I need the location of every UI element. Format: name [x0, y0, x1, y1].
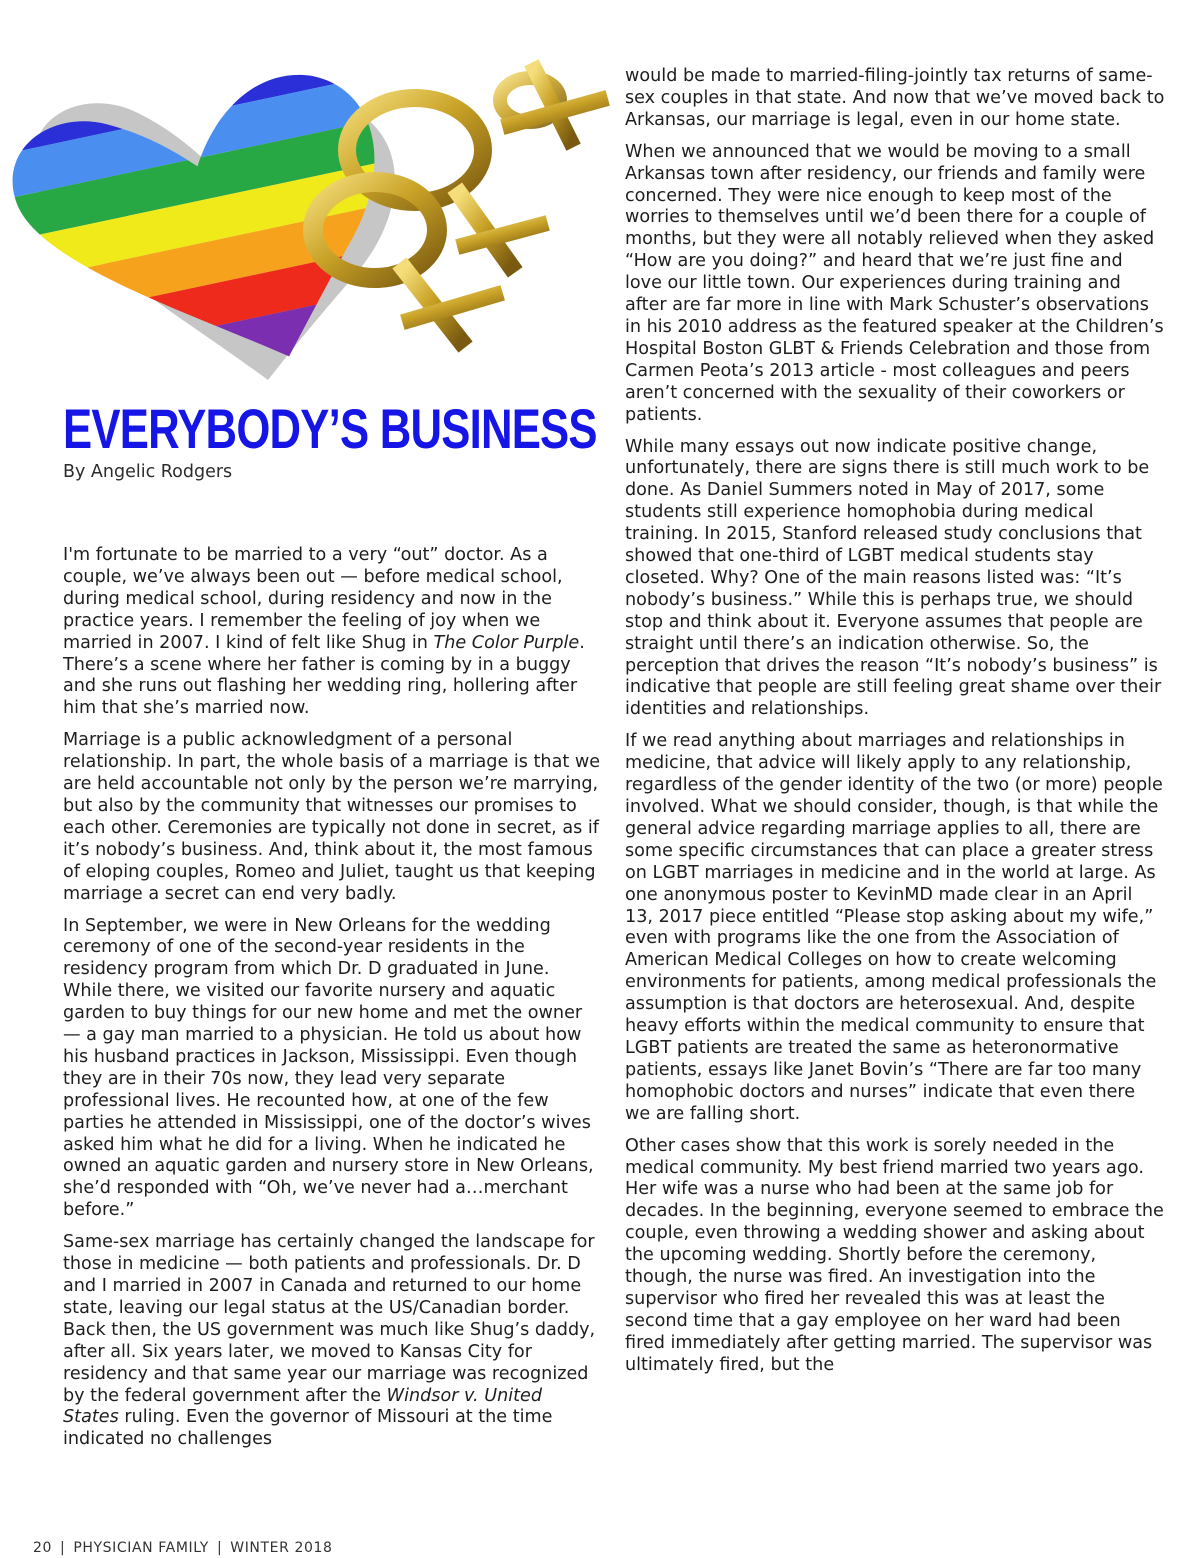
paragraph: While many essays out now indicate positive change, unfortunately, there are signs there is still much work to be done. As Daniel Summers noted in May of 2017, some students still experience homophobia during medical training. In 2015, Stanford released study conclusions that showed that one-third of LGBT medical students stay closeted. Why? One of the main reasons listed was: “It’s nobody’s business.” While this is perhaps true, we should stop and think about it. Everyone assumes that people are straight until there’s an indication otherwise. So, the perception that drives the reason “It’s nobody’s business” is indicative that people are still feeling great shame over their identities and relationships.	[625, 436, 1162, 720]
magazine-name: PHYSICIAN FAMILY	[73, 1540, 209, 1556]
paragraph	[63, 1232, 603, 1451]
paragraph: Other cases show that this work is sorely needed in the medical community. My best friend married two years ago. Her wife was a nurse who had been at the same job for decades. In the beginning, everyone seemed to embrace the couple, even throwing a wedding shower and asking about the upcoming wedding. Shortly before the ceremony, though, the nurse was fired. An investigation into the supervisor who fired her revealed this was at least the second time that a gay employee on her ward had been fired immediately after getting married. The supervisor was ultimately fired, but the	[625, 1135, 1164, 1375]
rainbow-heart-venus-symbols-icon	[10, 55, 622, 385]
italic-title: Windsor v. United States	[63, 1385, 542, 1428]
footer-separator: |	[60, 1540, 66, 1556]
page-footer	[33, 1540, 333, 1556]
page-number: 20	[33, 1540, 53, 1556]
right-column	[625, 66, 1165, 1387]
paragraph: If we read anything about marriages and relationships in medicine, that advice will likely apply to any relationship, regardless of the gender identity of the two (or more) people involved. What we should consider, though, is that while the general advice regarding marriage applies to all, there are some specific circumstances that can place a greater stress on LGBT marriages in medicine and in the world at large. As one anonymous poster to KevinMD made clear in an April 13, 2017 piece entitled “Please stop asking about my wife,” even with programs like the one from the Association of American Medical Colleges on how to create welcoming environments for patients, among medical professionals the assumption is that doctors are heterosexual. And, despite heavy efforts within the medical community to ensure that LGBT patients are treated the same as heteronormative patients, essays like Janet Bovin’s “There are far too many homophobic doctors and nurses” indicate that even there we are falling short.	[625, 731, 1163, 1124]
text-run: . There’s a scene where her father is coming by in a buggy and she runs out flashing her wedding ring, hollering after him that she’s married now.	[63, 632, 585, 719]
article-title: EVERYBODY’S BUSINESS	[63, 397, 597, 460]
text-run: ruling. Even the governor of Missouri at the time indicated no challenges	[63, 1407, 553, 1450]
issue-date: WINTER 2018	[230, 1540, 333, 1556]
text-run: Same-sex marriage has certainly changed the landscape for those in medicine — both patients and professionals. Dr. D and I married in 2007 in Canada and returned to our home state, leaving our legal status at the US/Canadian border. Back then, the US government was much like Shug’s daddy, after all. Six years later, we moved to Kansas City for residency and that same year our marriage was recognized by the federal government after the	[63, 1232, 596, 1406]
paragraph: would be made to married-filing-jointly tax returns of same-sex couples in that state. And now that we’ve moved back to Arkansas, our marriage is legal, even in our home state.	[625, 66, 1165, 130]
italic-title: The Color Purple	[433, 632, 580, 653]
left-column	[63, 545, 603, 1461]
paragraph	[63, 545, 603, 720]
paragraph: Marriage is a public acknowledgment of a personal relationship. In part, the whole basis of a marriage is that we are held accountable not only by the person we’re marrying, but also by the community that witnesses our promises to each other. Ceremonies are typically not done in secret, as if it’s nobody’s business. And, think about it, the most famous of eloping couples, Romeo and Juliet, taught us that keeping marriage a secret can end very badly.	[63, 730, 601, 904]
byline: By Angelic Rodgers	[63, 462, 233, 482]
footer-separator: |	[216, 1540, 223, 1556]
paragraph: In September, we were in New Orleans for the wedding ceremony of one of the second-year residents in the residency program from which Dr. D graduated in June. While there, we visited our favorite nursery and aquatic garden to buy things for our new home and met the owner — a gay man married to a physician. He told us about how his husband practices in Jackson, Mississippi. Even though they are in their 70s now, they lead very separate professional lives. He recounted how, at one of the few parties he attended in Mississippi, one of the doctor’s wives asked him what he did for a living. When he indicated he owned an aquatic garden and nursery store in New Orleans, she’d responded with “Oh, we’ve never had a…merchant before.”	[63, 915, 594, 1221]
text-run: I'm fortunate to be married to a very “out” doctor. As a couple, we’ve always been out — before medical school, during medical school, during residency and now in the practice years. I remember the feeling of joy when we married in 2007. I kind of felt like Shug in	[63, 545, 563, 653]
paragraph: When we announced that we would be moving to a small Arkansas town after residency, our friends and family were concerned. They were nice enough to keep most of the worries to themselves until we’d been there for a couple of months, but they were all notably relieved when they asked “How are you doing?” and heard that we’re just fine and love our little town. Our experiences during training and after are far more in line with Mark Schuster’s observations in his 2010 address as the featured speaker at the Children’s Hospital Boston GLBT & Friends Celebration and those from Carmen Peota’s 2013 article - most colleagues and peers aren’t concerned with the sexuality of their coworkers or patients.	[625, 141, 1164, 425]
